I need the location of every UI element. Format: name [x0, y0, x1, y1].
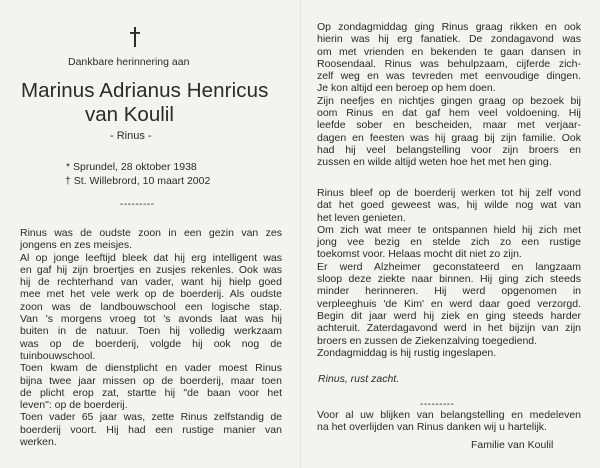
text-line: Rinus bleef op de boerderij werken tot hij zelf vond [317, 187, 581, 199]
deceased-name-line1: Marinus Adrianus Henricus [21, 79, 269, 102]
text-line: Om zich wat meer te ontspannen hield hij zich met [317, 223, 581, 236]
deceased-name-line2: van Koulil [85, 103, 174, 126]
text-line: zussen en wilde altijd weten hoe het met hen ging. [317, 156, 552, 169]
text-line: toekomst voor. Helaas mocht dit niet zo zijn. [317, 248, 522, 261]
text-line: de plicht erop zat, startte hij "de baan voor het [20, 386, 282, 399]
text-line: het leven genieten. [317, 211, 406, 224]
text-line: Al op jonge leeftijd bleek dat hij erg intelligent was [20, 251, 282, 264]
text-line: werken. [20, 436, 57, 449]
text-line: was op de boerderij, volgde hij ook nog de [20, 337, 282, 350]
text-line: Roosendaal. Rinus was behulpzaam, cijferde zich- [317, 57, 581, 70]
text-line: mee met het vele werk op de boerderij. Als oudste [20, 288, 282, 301]
cross-icon [128, 27, 142, 47]
text-line: Toen vader 65 jaar was, zette Rinus zelfstandig de [20, 411, 282, 424]
text-line: dagen en feesten was hij graag bij zijn familie. Ook [317, 131, 581, 144]
text-line: had hij veel belangstelling voor zijn broers en [317, 143, 581, 156]
text-line: jongens en zes meisjes. [20, 239, 133, 252]
left-biography-text [20, 227, 282, 448]
text-line: Van 's morgens vroeg tot 's avonds laat was hij [20, 313, 282, 326]
text-line: hierin was hij erg fanatiek. De zondagavond was [317, 33, 581, 46]
family-signature: Familie van Koulil [471, 439, 554, 451]
text-line: minder herinneren. Hij werd opgenomen in [317, 285, 581, 298]
text-line: Rinus was de oudste zoon in een gezin van zes [20, 227, 282, 239]
text-line: om met vrienden en bekenden te gaan dansen in [317, 45, 581, 58]
rest-in-peace-line: Rinus, rust zacht. [318, 373, 400, 385]
text-line: jong vee bezig en stelde zich zo een rustige [317, 236, 581, 249]
text-line: Zijn neefjes en nichtjes gingen graag op bezoek bij [317, 94, 581, 107]
text-line: hij de rechterhand van vader, want hij hielp goed [20, 276, 282, 289]
text-line: verpleeghuis 'de Kim' en werd daar goed verzorgd. [317, 297, 581, 310]
text-line: Je kon altijd een beroep op hem doen. [317, 82, 496, 95]
text-line: zelf weg en was tevreden met eenvoudige dingen. [317, 70, 581, 83]
card-fold-line [300, 0, 301, 468]
text-line: Er werd Alzheimer geconstateerd en langzaam [317, 260, 581, 273]
deceased-nickname: - Rinus - [110, 130, 152, 142]
text-line: boerderij voort. Hij had een rustige manier van [20, 423, 282, 436]
text-line: Voor al uw blijken van belangstelling en medeleven [317, 409, 581, 421]
text-line: Op zondagmiddag ging Rinus graag rikken en ook [317, 21, 581, 33]
text-line: sloop deze ziekte naar binnen. Hij ging zich steeds [317, 273, 581, 286]
closing-separator: --------- [420, 399, 455, 410]
text-line: zoon was de landbouwschool een logische stap. [20, 300, 282, 313]
birth-date: * Sprundel, 28 oktober 1938 [66, 161, 197, 173]
text-line: leven": op de boerderij. [20, 399, 128, 412]
text-line: buiten in de natuur. Toen hij volledig werkzaam [20, 325, 282, 338]
text-line: bijna twee jaar missen op de boerderij, maar toen [20, 374, 282, 387]
thanks-text [317, 409, 581, 434]
text-line: Zondagmiddag is hij rustig ingeslapen. [317, 346, 497, 359]
right-biography-text-1 [317, 21, 581, 169]
text-line: Toen kwam de dienstplicht en vader moest Rinus [20, 362, 282, 375]
right-biography-text-2 [317, 187, 581, 359]
text-line: tuinbouwschool. [20, 349, 96, 362]
text-line: leefde sober en bescheiden, maar met verjaar- [317, 119, 581, 132]
text-line: na het overlijden van Rinus danken wij u hartelijk. [317, 421, 547, 434]
text-line: achteruit. Zaterdagavond werd in het bijzijn van zijn [317, 322, 581, 335]
text-line: dat het goed geweest was, hij wilde nog wat van [317, 199, 581, 212]
death-date: † St. Willebrord, 10 maart 2002 [65, 175, 211, 187]
header-separator: --------- [120, 199, 155, 210]
text-line: broers en zussen de Ziekenzalving toegediend. [317, 334, 538, 347]
text-line: Begin dit jaar werd hij ziek en ging steeds harder [317, 309, 581, 322]
dedication-text: Dankbare herinnering aan [68, 56, 190, 68]
text-line: oom Rinus en dat gaf hem veel voldoening. Hij [317, 107, 581, 120]
text-line: en gaf hij zijn broertjes en zusjes rekenles. Ook was [20, 263, 282, 276]
